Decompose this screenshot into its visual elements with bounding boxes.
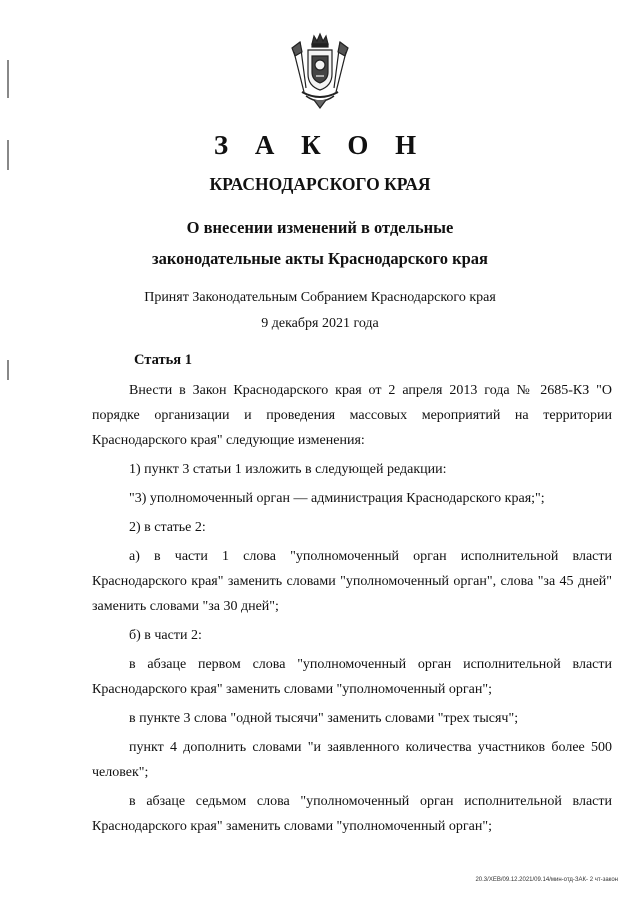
scan-mark (7, 60, 9, 98)
article-heading: Статья 1 (134, 352, 192, 368)
article-body (92, 378, 612, 843)
adoption-body: Принят Законодательным Собранием Краснодарского края (144, 290, 496, 305)
adoption-note (0, 285, 640, 337)
scan-mark (7, 360, 9, 380)
coat-of-arms-icon (288, 30, 352, 110)
paragraph: "3) уполномоченный орган — администрация Краснодарского края;"; (129, 491, 545, 506)
paragraph: пункт 4 дополнить словами "и заявленного количества участников более 500 человек"; (92, 740, 612, 780)
paragraph: в пункте 3 слова "одной тысячи" заменить словами "трех тысяч"; (129, 711, 519, 726)
paragraph: б) в части 2: (129, 628, 202, 643)
paragraph: в абзаце седьмом слова "уполномоченный орган исполнительной власти Краснодарского края" заменить словами "уполномоченный орган"; (92, 794, 612, 834)
paragraph: 1) пункт 3 статьи 1 изложить в следующей редакции: (129, 462, 447, 477)
subtitle-line: законодательные акты Краснодарского края (152, 249, 488, 268)
subtitle-line: О внесении изменений в отдельные (186, 218, 454, 237)
adoption-date: 9 декабря 2021 года (261, 316, 379, 331)
document-title: З А К О Н (213, 130, 427, 160)
paragraph: а) в части 1 слова "уполномоченный орган исполнительной власти Краснодарского края" заменить словами "уполномоченный орган", слова "за 45 дней" заменить словами "за 30 дней"; (92, 549, 612, 614)
document-region: КРАСНОДАРСКОГО КРАЯ (209, 174, 431, 194)
document-subtitle (0, 212, 640, 274)
document-code: 20.3/ХЕВ/09.12.2021/09.14/мин-отд-ЗАК- 2 чт-закон (475, 877, 618, 883)
paragraph: 2) в статье 2: (129, 520, 206, 535)
paragraph: в абзаце первом слова "уполномоченный орган исполнительной власти Краснодарского края" заменить словами "уполномоченный орган"; (92, 657, 612, 697)
paragraph: Внести в Закон Краснодарского края от 2 апреля 2013 года № 2685-КЗ "О порядке организации и проведения массовых мероприятий на территории Краснодарского края" следующие изменения: (92, 383, 612, 448)
